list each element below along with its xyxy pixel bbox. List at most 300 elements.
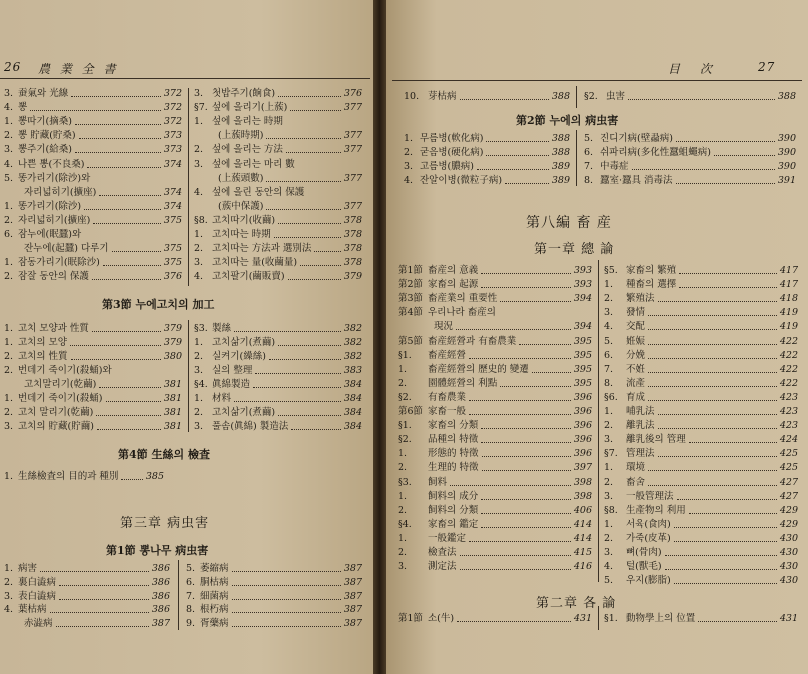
entry-title: 檢査法 (428, 547, 457, 558)
entry-number: §1. (398, 420, 412, 432)
dot-leader (674, 583, 777, 584)
dot-leader (482, 470, 571, 471)
toc-entry (4, 256, 182, 269)
entry-title: (蔟中保護) (218, 200, 264, 212)
toc-entry (194, 129, 362, 142)
entry-title: 畜舍 (626, 476, 646, 488)
entry-page: 388 (777, 91, 796, 102)
entry-title: 胥藥病 (200, 618, 229, 630)
dot-leader (648, 386, 777, 387)
entry-page: 387 (151, 618, 170, 630)
entry-number: 1. (398, 532, 408, 544)
toc-entry (4, 228, 182, 241)
entry-title: 虫害 (606, 91, 626, 102)
entry-page: 378 (343, 257, 362, 269)
entry-number: §5. (604, 265, 618, 276)
dot-leader (300, 265, 341, 266)
entry-number: 第6節 (398, 406, 424, 417)
toc-entry (194, 322, 362, 335)
dot-leader (278, 415, 341, 416)
dot-leader (658, 428, 777, 429)
entry-title: 나쁜 뽕(不良桑) (18, 158, 85, 170)
entry-number: 5. (4, 172, 14, 184)
dot-leader (70, 345, 161, 346)
toc-entry (4, 242, 182, 255)
entry-number: §1. (604, 613, 618, 624)
toc-entry (398, 363, 592, 376)
entry-page: 430 (779, 561, 798, 573)
entry-title: 고치말리기(乾繭) (24, 379, 97, 390)
entry-number: 2. (604, 420, 614, 432)
entry-number: 3. (4, 144, 14, 156)
entry-title: 畜産經營의 歷史的 變遷 (428, 363, 529, 375)
dot-leader (450, 485, 571, 486)
entry-title: 섶에 올리는 時期 (212, 116, 283, 128)
toc-entry (194, 143, 362, 156)
entry-page: 381 (163, 407, 182, 418)
toc-entry (4, 115, 182, 128)
dot-leader (274, 237, 341, 238)
dot-leader (674, 527, 777, 528)
entry-page: 373 (163, 130, 182, 142)
entry-number: 6. (4, 229, 14, 240)
dot-leader (677, 499, 777, 500)
toc-entry (194, 406, 362, 419)
dot-leader (99, 195, 161, 196)
section-title: 第3節 누에고치의 加工 (102, 298, 215, 311)
dot-leader (469, 358, 571, 359)
toc-entry (604, 363, 798, 376)
entry-title: 細菌病 (200, 590, 229, 602)
dot-leader (266, 209, 341, 210)
dot-leader (87, 167, 161, 168)
toc-entry (194, 172, 362, 185)
entry-page: 382 (343, 351, 362, 362)
entry-page: 431 (573, 613, 592, 624)
entry-page: 422 (779, 363, 798, 375)
entry-title: 生絲檢査의 目的과 種別 (18, 471, 119, 482)
toc-entry (604, 532, 798, 545)
entry-page: 389 (551, 175, 570, 186)
column-divider (598, 260, 599, 582)
entry-page: 372 (163, 102, 182, 114)
entry-title: 繁殖法 (626, 293, 655, 305)
entry-number: 3. (604, 307, 614, 319)
entry-number: 2. (398, 504, 408, 516)
entry-page: 377 (343, 200, 362, 212)
entry-page: 380 (163, 351, 182, 362)
entry-title: 자리넓히기(擴座) (18, 214, 91, 226)
entry-page: 378 (343, 214, 362, 226)
entry-page: 398 (573, 490, 592, 502)
toc-entry (398, 292, 592, 305)
entry-number: 3. (604, 547, 614, 558)
entry-title: 고치삶기(煮繭) (212, 337, 276, 348)
dot-leader (278, 96, 341, 97)
entry-page: 427 (779, 490, 798, 502)
toc-entry (4, 562, 170, 575)
dot-leader (112, 251, 161, 252)
dot-leader (658, 301, 777, 302)
book-gutter (373, 0, 386, 674)
toc-entry (398, 560, 592, 573)
entry-page: 384 (343, 421, 362, 432)
toc-entry (4, 322, 182, 335)
dot-leader (255, 373, 341, 374)
part-title: 第八編 畜 産 (526, 215, 612, 231)
entry-number: 1. (194, 393, 204, 404)
entry-page: 395 (573, 363, 592, 375)
header-rule (392, 80, 802, 81)
entry-number: 第4節 (398, 307, 424, 319)
toc-entry (404, 132, 570, 145)
section-title: 第2節 누에의 病虫害 (516, 114, 619, 127)
entry-page: 386 (151, 563, 170, 574)
entry-page: 381 (163, 393, 182, 404)
entry-number: 8. (584, 175, 594, 186)
toc-entry (398, 335, 592, 348)
dot-leader (232, 599, 341, 600)
dot-leader (290, 110, 341, 111)
toc-entry (584, 90, 796, 103)
entry-number: 1. (604, 462, 614, 474)
entry-number: 第2節 (398, 279, 424, 291)
dot-leader (481, 287, 571, 288)
toc-entry (4, 590, 170, 603)
entry-page: 377 (343, 144, 362, 156)
toc-entry (194, 214, 362, 227)
toc-entry (604, 560, 798, 573)
entry-page: 379 (163, 337, 182, 348)
toc-entry (398, 518, 592, 531)
dot-leader (486, 141, 549, 142)
entry-number: 4. (604, 561, 614, 573)
dot-leader (232, 571, 341, 572)
dot-leader (665, 555, 777, 556)
entry-title: 測定法 (428, 561, 457, 573)
entry-page: 431 (779, 613, 798, 624)
dot-leader (314, 251, 341, 252)
entry-number: 6. (604, 349, 614, 361)
toc-entry (186, 590, 362, 603)
entry-page: 397 (573, 462, 592, 474)
entry-title: 섶에 올린 동안의 保護 (212, 186, 305, 198)
dot-leader (291, 429, 341, 430)
entry-page: 390 (777, 161, 796, 172)
entry-page: 375 (163, 243, 182, 255)
dot-leader (469, 400, 571, 401)
dot-leader (674, 541, 777, 542)
toc-entry (398, 320, 592, 333)
dot-leader (93, 223, 161, 224)
column-divider (576, 130, 577, 186)
dot-leader (481, 428, 571, 429)
entry-title: 실의 整理 (212, 365, 253, 376)
entry-title: 고름병(膿病) (420, 161, 474, 172)
entry-number: 1. (194, 337, 204, 348)
entry-number: 7. (584, 161, 594, 172)
toc-entry (194, 186, 362, 199)
entry-page: 375 (163, 257, 182, 269)
dot-leader (648, 344, 777, 345)
dot-leader (648, 358, 777, 359)
left-page (0, 0, 373, 674)
entry-title: 飼料 (428, 476, 448, 488)
right-running-title: 目 次 (668, 62, 720, 76)
toc-entry (404, 146, 570, 159)
entry-title: 우리나라 畜産의 (428, 307, 496, 319)
entry-title: 家畜의 起源 (428, 279, 479, 291)
entry-number: 3. (398, 561, 408, 573)
entry-title: 家畜의 鑑定 (428, 518, 479, 530)
toc-entry (194, 364, 362, 377)
entry-number: 5. (604, 335, 614, 347)
entry-number: 7. (186, 590, 196, 602)
entry-page: 390 (777, 147, 796, 158)
entry-number: 1. (4, 323, 14, 334)
entry-number: 3. (194, 421, 204, 432)
toc-entry (604, 518, 798, 531)
entry-page: 418 (779, 293, 798, 305)
entry-title: 一般鑑定 (428, 532, 467, 544)
dot-leader (679, 273, 777, 274)
toc-entry (4, 350, 182, 363)
entry-number: §8. (604, 504, 618, 516)
entry-title: 育成 (626, 391, 646, 403)
entry-number: §3. (398, 476, 412, 488)
dot-leader (232, 585, 341, 586)
toc-entry (398, 306, 592, 319)
dot-leader (500, 386, 571, 387)
entry-number: 6. (584, 147, 594, 158)
entry-title: 畜産業의 重要性 (428, 293, 498, 305)
dot-leader (500, 301, 571, 302)
entry-page: 386 (151, 604, 170, 616)
entry-number: §7. (604, 448, 618, 460)
entry-page: 422 (779, 349, 798, 361)
entry-title: 실켜기(繰絲) (212, 351, 266, 362)
dot-leader (278, 223, 341, 224)
entry-page: 379 (163, 323, 182, 334)
toc-entry (604, 377, 798, 390)
toc-entry (604, 447, 798, 460)
entry-title: 家畜의 繁殖 (626, 265, 677, 276)
entry-number: 2. (4, 407, 14, 418)
entry-title: 流產 (626, 377, 646, 389)
entry-title: 섶에 올리기(上蔟) (212, 102, 288, 114)
dot-leader (232, 626, 341, 627)
toc-entry (398, 546, 592, 559)
dot-leader (269, 359, 341, 360)
toc-entry (398, 612, 592, 625)
entry-title: 고치의 貯藏(貯繭) (18, 421, 94, 432)
entry-title: 우지(膨脂) (626, 575, 671, 587)
entry-title: 畜産經營 (428, 349, 467, 361)
dot-leader (92, 279, 161, 280)
dot-leader (698, 621, 777, 622)
entry-page: 374 (163, 186, 182, 198)
toc-entry (604, 490, 798, 503)
toc-entry (398, 391, 592, 404)
entry-title: 不姙 (626, 363, 646, 375)
toc-entry (604, 320, 798, 333)
entry-page: 419 (779, 321, 798, 333)
toc-entry (604, 419, 798, 432)
entry-page: 384 (343, 407, 362, 418)
dot-leader (679, 287, 777, 288)
dot-leader (266, 181, 341, 182)
entry-page: 422 (779, 377, 798, 389)
entry-title: 고치팔기(繭販賣) (212, 271, 285, 283)
entry-title: 製絲 (212, 323, 232, 334)
entry-number: 2. (4, 351, 14, 362)
dot-leader (96, 415, 161, 416)
entry-title: (上蔟時期) (218, 130, 264, 142)
dot-leader (456, 329, 571, 330)
toc-entry (194, 392, 362, 405)
entry-number: 3. (194, 88, 204, 99)
entry-number: 4. (194, 186, 204, 198)
entry-title: 고치삶기(煮繭) (212, 407, 276, 418)
entry-page: 386 (151, 576, 170, 588)
entry-page: 423 (779, 406, 798, 417)
entry-number: 2. (4, 576, 14, 588)
entry-number: 2. (194, 243, 204, 255)
entry-page: 378 (343, 229, 362, 240)
entry-number: 4. (404, 175, 414, 186)
toc-entry (604, 612, 798, 625)
dot-leader (92, 331, 161, 332)
entry-number: §2. (584, 91, 598, 102)
entry-title: 種畜의 選擇 (626, 279, 677, 291)
dot-leader (532, 372, 571, 373)
entry-number: 第1節 (398, 613, 424, 624)
dot-leader (505, 183, 549, 184)
dot-leader (253, 387, 341, 388)
entry-page: 382 (343, 323, 362, 334)
toc-entry (194, 101, 362, 114)
toc-entry (186, 562, 362, 575)
toc-entry (4, 576, 170, 589)
toc-entry (604, 335, 798, 348)
entry-title: 자리넓히기(擴座) (24, 186, 97, 198)
toc-entry (584, 146, 796, 159)
dot-leader (103, 265, 161, 266)
toc-entry (4, 603, 170, 616)
entry-page: 376 (343, 88, 362, 99)
toc-entry (604, 306, 798, 319)
entry-number: 3. (4, 88, 14, 99)
toc-entry (604, 292, 798, 305)
toc-entry (604, 574, 798, 587)
entry-title: 첫밥주기(餉食) (212, 88, 276, 99)
entry-page: 391 (777, 175, 796, 186)
dot-leader (648, 315, 777, 316)
toc-entry (194, 270, 362, 283)
entry-title: 中毒症 (600, 161, 629, 172)
dot-leader (676, 183, 775, 184)
section-title: 第1節 뽕나무 病虫害 (106, 544, 209, 557)
toc-entry (398, 447, 592, 460)
dot-leader (40, 571, 149, 572)
entry-number: 1. (194, 116, 204, 128)
entry-number: 2. (404, 147, 414, 158)
entry-number: 9. (186, 618, 196, 630)
entry-number: 5. (584, 133, 594, 144)
entry-page: 376 (163, 271, 182, 283)
entry-page: 425 (779, 462, 798, 474)
entry-number: 2. (4, 365, 14, 376)
entry-number: 2. (604, 532, 614, 544)
entry-title: 動物學上의 位置 (626, 613, 696, 624)
entry-title: 뽕 貯藏(貯桑) (18, 130, 76, 142)
toc-entry (4, 158, 182, 171)
toc-entry (398, 490, 592, 503)
dot-leader (234, 401, 341, 402)
toc-entry (398, 419, 592, 432)
entry-page: 396 (573, 448, 592, 460)
toc-entry (4, 143, 182, 156)
entry-number: 3. (604, 434, 614, 446)
toc-entry (4, 617, 170, 630)
dot-leader (121, 479, 143, 480)
toc-entry (584, 160, 796, 173)
entry-title: 分娩 (626, 349, 646, 361)
entry-number: 3. (604, 490, 614, 502)
entry-title: 번데기 죽이기(殺蛹)와 (18, 365, 112, 376)
entry-page: 429 (779, 518, 798, 530)
dot-leader (71, 359, 161, 360)
toc-entry (194, 256, 362, 269)
entry-number: §3. (194, 323, 208, 334)
toc-entry (604, 349, 798, 362)
dot-leader (460, 555, 571, 556)
entry-page: 406 (573, 504, 592, 516)
dot-leader (481, 527, 571, 528)
entry-page: 395 (573, 377, 592, 389)
dot-leader (99, 387, 161, 388)
entry-page: 430 (779, 575, 798, 587)
right-page-number: 27 (758, 60, 776, 74)
toc-entry (4, 101, 182, 114)
entry-title: 裏白澁病 (18, 576, 57, 588)
dot-leader (648, 470, 777, 471)
dot-leader (286, 152, 341, 153)
dot-leader (59, 585, 149, 586)
right-page (386, 0, 808, 674)
entry-number: 4. (4, 158, 14, 170)
entry-title: 表白澁病 (18, 590, 57, 602)
dot-leader (469, 414, 571, 415)
entry-number: 1. (4, 200, 14, 212)
entry-title: 萎縮病 (200, 563, 229, 574)
toc-entry (194, 115, 362, 128)
entry-number: §2. (398, 434, 412, 446)
dot-leader (689, 442, 777, 443)
entry-page: 383 (343, 365, 362, 376)
toc-entry (4, 364, 182, 377)
entry-page: 396 (573, 420, 592, 432)
dot-leader (648, 329, 777, 330)
dot-leader (460, 99, 549, 100)
entry-title: 고치의 性質 (18, 351, 68, 362)
toc-entry (604, 278, 798, 291)
entry-title: 品種의 特徵 (428, 434, 479, 446)
toc-entry (194, 336, 362, 349)
entry-title: 家畜一般 (428, 406, 467, 417)
entry-page: 416 (573, 561, 592, 573)
entry-page: 385 (145, 471, 164, 482)
